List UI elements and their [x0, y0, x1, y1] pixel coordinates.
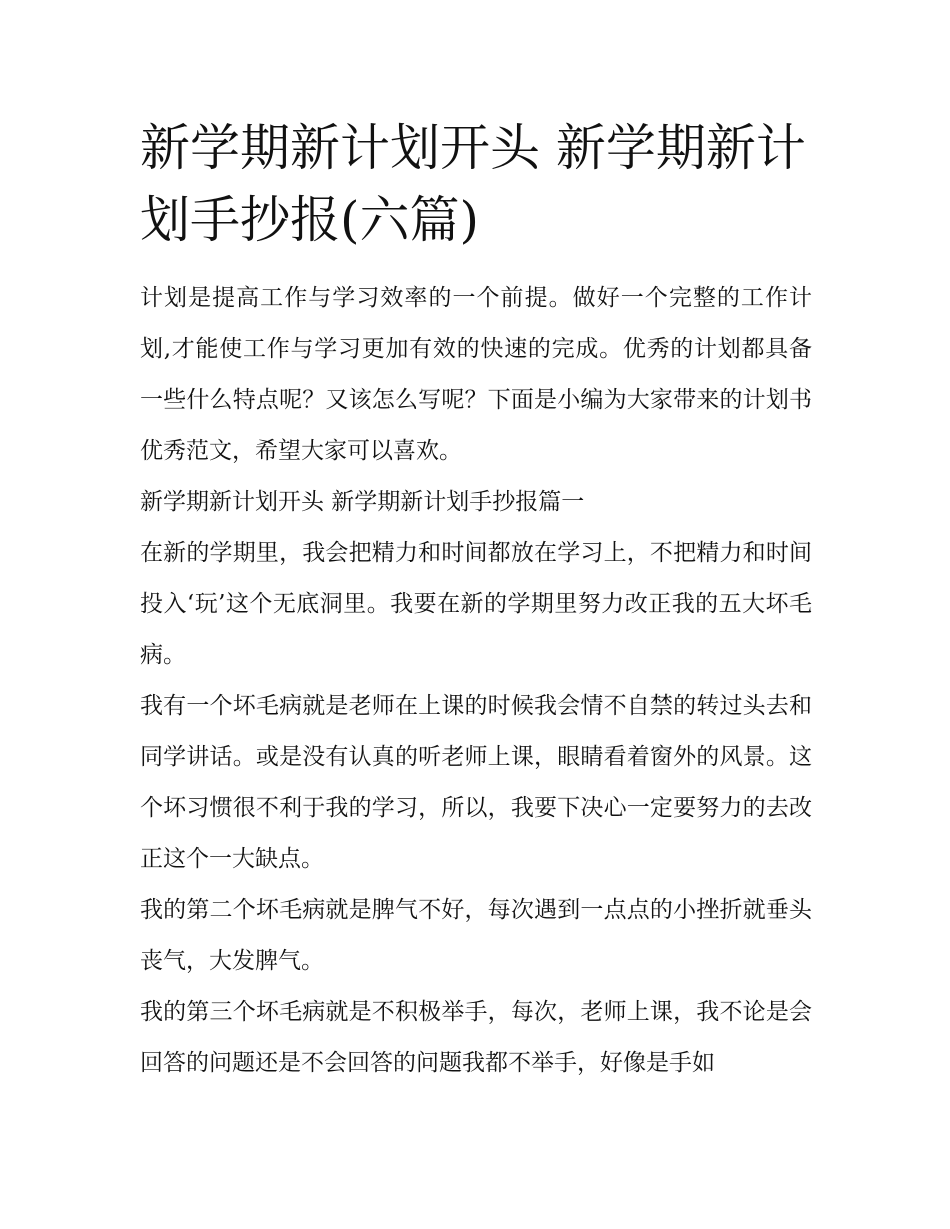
section-heading: 新学期新计划开头 新学期新计划手抄报篇一: [140, 489, 585, 515]
body-paragraph: 我的第二个坏毛病就是脾气不好，每次遇到一点点的小挫折就垂头丧气，大发脾气。: [140, 897, 812, 974]
document-body: [140, 112, 812, 1089]
body-paragraph: 我有一个坏毛病就是老师在上课的时候我会情不自禁的转过头去和同学讲话。或是没有认真的听老师上课，眼睛看着窗外的风景。这个坏习惯很不利于我的学习，所以，我要下决心一定要努力的去改正这个一大缺点。: [140, 693, 812, 872]
intro-paragraph: 计划是提高工作与学习效率的一个前提。做好一个完整的工作计划,才能使工作与学习更加有效的快速的完成。优秀的计划都具备一些什么特点呢？又该怎么写呢？下面是小编为大家带来的计划书优秀范文，希望大家可以喜欢。: [140, 285, 812, 464]
document-title: 新学期新计划开头 新学期新计划手抄报(六篇): [140, 119, 806, 249]
body-paragraph: 我的第三个坏毛病就是不积极举手，每次，老师上课，我不论是会回答的问题还是不会回答的问题我都不举手，好像是手如: [140, 999, 812, 1076]
body-paragraph: 在新的学期里，我会把精力和时间都放在学习上，不把精力和时间投入‘玩’这个无底洞里。我要在新的学期里努力改正我的五大坏毛病。: [140, 540, 812, 668]
